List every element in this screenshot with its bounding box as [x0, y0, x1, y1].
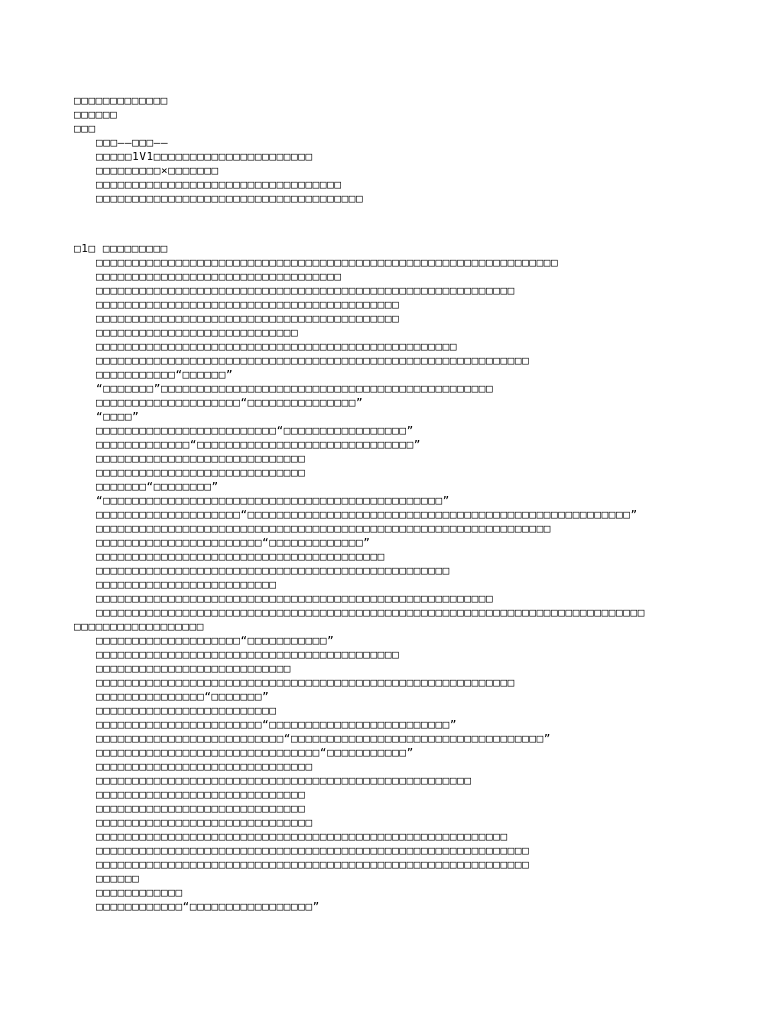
text-line: □□□□□□□□□□□□□□□□□□□□□□□□□□□□□□□□□□□□□□□□ [96, 550, 385, 563]
text-line: □□□□□□□□□□□□□□□□□□□□□□□□□□□□□□□□□□□□□□□□□□□□□□□□□ [96, 564, 450, 577]
text-line: “□□□□□□□”□□□□□□□□□□□□□□□□□□□□□□□□□□□□□□□□□□□□□□□□□□□□□□ [96, 382, 494, 395]
text-line: □□□□□□□□□□□□□□□□□□□□□□□□□□□□□□□□□□□□□□□□□□ [96, 312, 400, 325]
text-line: □□□□□□□□□□□□□□□□□□□□□□□□□□□□□□□□□□□□□ [96, 192, 364, 205]
text-line: “□□□□” [96, 410, 140, 423]
text-line: □□□□□□□□□□□□ [96, 886, 183, 899]
text-line: □□□□□□□□□□□□□□□□□□□□□□□□□□□□□□□□□□ [96, 178, 342, 191]
text-line: □□□□□□□□□×□□□□□□□ [96, 164, 219, 177]
text-line: □□□□□□□□□□□□□□□□□□□□□□□□□□□□□□□“□□□□□□□□□□□” [96, 746, 414, 759]
text-line: □□□□□□□□□□□□□□□□□□□□□□□□□□□□□□□□□□□□□□□□□□□□□□□□□□□□□□□□□□□□ [96, 354, 530, 367]
text-line: □□□□□□□□□□□□□□□□□□□□□□□□□□□ [96, 662, 292, 675]
text-line: □□□□□□□□□□□□□□□□□□□□□□□□□□□□ [96, 326, 299, 339]
text-line: □□□□□□□□□□□□□□□□□□□□□□□□□□□□□□□□□□□□□□□□□□ [96, 648, 400, 661]
text-line: □□□□□□□□□□□□□□□□□□□□□□□□□□□□□□□□□□□□□□□□□□□□□□□□□□□□□□□□□□□□□□□ [96, 522, 552, 535]
text-line: □□□□□□□□□□□□□□□□□□□□□□□“□□□□□□□□□□□□□” [96, 536, 371, 549]
text-line: □□□ [74, 122, 96, 135]
text-line: □□□□□□□□□□□□□□□□□□□□□□□□□□□□□□□□□□□□□□□□□□□□□□□□□□□□□□□□□ [96, 830, 508, 843]
text-line: □□□□□□□□□□□□□□□□□□□□□□□□□□□□□□ [96, 760, 313, 773]
text-line: □□□□□□□□□□□□□□□□□□□□□□□□□□□□□ [96, 788, 306, 801]
text-line: □□□□□□□□□□□□□□□□□□□□□□□□□□□□□□□□□□□□□□□□□□□□□□□□□□□□□□□□□□ [96, 676, 515, 689]
text-line: □□□□□□□□□□□□□□□□□□□□□□□□□“□□□□□□□□□□□□□□□□□” [96, 424, 414, 437]
text-line: □□□□□□□□□□□□□□□□□□□□□□□□□□□□□□□□□□□□□□□□□□□□□□□□□□□□□□□□□□□□ [96, 844, 530, 857]
text-line: “□□□□□□□□□□□□□□□□□□□□□□□□□□□□□□□□□□□□□□□□□□□□□□□” [96, 494, 450, 507]
text-line: □□□□□□□□□□□□□□□□□□□□□□□□□□□□□□□□□□□□□□□□□□ [96, 298, 400, 311]
text-line: □□□□□□□□□□□□□ [74, 94, 168, 107]
text-line: □□□□□□□□□□□□□□□□□□□□□□□□□□□□□ [96, 452, 306, 465]
text-line: □□□□□□□□□□□□□□□□□□□□□□□□□□□□□□□□□□□□□□□□□□□□□□□□□□ [96, 340, 458, 353]
text-line: □1□ □□□□□□□□□ [74, 242, 168, 255]
text-line: □□□□□□□□□□□□□□□□□□□□□□□□□□□□□□□□□□□□□□□□□□□□□□□□□□□□□□□□□□□□ [96, 858, 530, 871]
text-line: □□□□□□□□□□□□□□□□□□□□□□□□□□□□□□ [96, 816, 313, 829]
text-line: □□□□□□□□□□□□□□□□□□□□□□□□□□□□□□□□□□□□□□□□□□□□□□□□□□□□□□□□□□□□□□□□ [96, 256, 559, 269]
text-line: □□□□□□□□□□□□□□□□□□□□□□□□□ [96, 578, 277, 591]
text-line: □□□□□□□“□□□□□□□□” [96, 480, 219, 493]
text-line: □□□□□□□□□□□□□□□□□□□□□□□□□□□□□ [96, 466, 306, 479]
text-line: □□□□□□□□□□□□□□□□□□□□□□□□□ [96, 704, 277, 717]
text-line: □□□□□□□□□□□□□□□□□□ [74, 620, 205, 633]
text-line: □□□□□□□□□□□□□□□□□□□□□□□□□□□□□□□□□□□□□□□□□□□□□□□□□□□□ [96, 774, 472, 787]
text-line: □□□□□□□□□□□“□□□□□□” [96, 368, 234, 381]
text-line: □□□□□1V1□□□□□□□□□□□□□□□□□□□□□□ [96, 150, 313, 163]
text-line: □□□□□□□□□□□□□□□□□□□□□□□□□□□□□□□□□□□□□□□□□□□□□□□□□□□□□□□ [96, 592, 494, 605]
text-line: □□□□□□□□□□□□□“□□□□□□□□□□□□□□□□□□□□□□□□□□□□□□” [96, 438, 422, 451]
text-line: □□□□□□ [74, 108, 118, 121]
text-line: □□□□□□□□□□□□□□□□□□□□□□□□□□□□□□□□□□□□□□□□□□□□□□□□□□□□□□□□□□ [96, 284, 515, 297]
text-line: □□□□□□□□□□□□□□□□□□□□□□□□□□□□□ [96, 802, 306, 815]
text-line: □□□□□□□□□□□□“□□□□□□□□□□□□□□□□□” [96, 900, 320, 913]
text-line: □□□□□□□□□□□□□□□□□□□□□□□□□□□□□□□□□□□□□□□□□□□□□□□□□□□□□□□□□□□□□□□□□□□□□□□□□□□□ [96, 606, 645, 619]
text-line: □□□□□□□□□□□□□□□“□□□□□□□” [96, 690, 270, 703]
text-line: □□□□□□□□□□□□□□□□□□□□□□□□□□□□□□□□□□ [96, 270, 342, 283]
text-line: □□□——□□□—— [96, 136, 169, 149]
text-line: □□□□□□□□□□□□□□□□□□□□“□□□□□□□□□□□” [96, 634, 335, 647]
text-line: □□□□□□□□□□□□□□□□□□□□“□□□□□□□□□□□□□□□” [96, 396, 364, 409]
text-line: □□□□□□ [96, 872, 140, 885]
text-line: □□□□□□□□□□□□□□□□□□□□□□□□□□“□□□□□□□□□□□□□□□□□□□□□□□□□□□□□□□□□□□” [96, 732, 552, 745]
text-line: □□□□□□□□□□□□□□□□□□□□“□□□□□□□□□□□□□□□□□□□□□□□□□□□□□□□□□□□□□□□□□□□□□□□□□□□□□” [96, 508, 638, 521]
text-line: □□□□□□□□□□□□□□□□□□□□□□□“□□□□□□□□□□□□□□□□□□□□□□□□□” [96, 718, 458, 731]
